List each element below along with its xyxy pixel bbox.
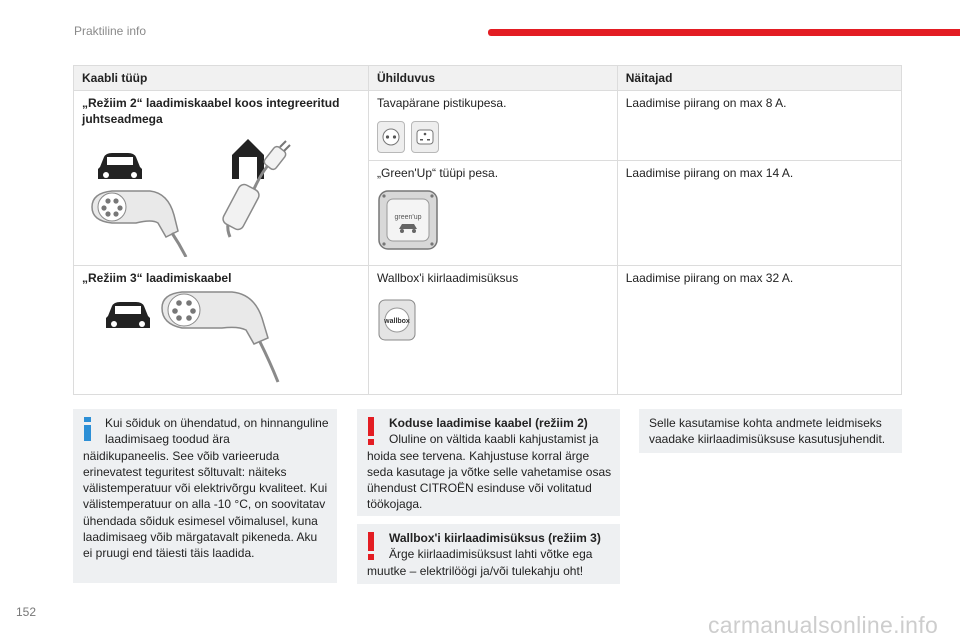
greenup-logo-text: green'up	[394, 213, 422, 221]
note-text: Selle kasutamise kohta andmete leidmiseks vaadake kiirlaadimisüksuse kasutusjuhendit.	[649, 416, 886, 447]
header-accent-bar	[488, 29, 960, 36]
cable-table	[73, 65, 902, 395]
warning-box-wallbox	[357, 524, 620, 584]
info-text-first: Kui sõiduk on ühendatud, on hinnanguline laadimisaeg toodud ära	[105, 416, 329, 447]
column-header-cable-type: Kaabli tüüp	[74, 66, 369, 91]
warning-icon	[367, 417, 375, 445]
compat-wallbox-label: Wallbox'i kiirlaadimisüksus	[377, 271, 519, 285]
greenup-socket-icon	[377, 189, 439, 251]
house-icon	[232, 139, 264, 179]
car-icon	[106, 302, 150, 328]
page-number: 152	[16, 605, 37, 619]
column-header-specs: Näitajad	[617, 66, 901, 91]
spec-32a-label: Laadimise piirang on max 32 A.	[625, 271, 794, 285]
cell-spec-32a	[617, 266, 901, 395]
spec-14a-label: Laadimise piirang on max 14 A.	[625, 165, 794, 180]
warning1-text-first: Oluline on vältida kaabli kahjustamist ja	[389, 432, 599, 447]
info-text-rest: näidikupaneelis. See võib varieeruda erinevatest teguritest sõltuvalt: näiteks välistemperatuur või elektrivõrgu kvaliteet. Kui välistemperatuur on alla -10 °C, on soovitatav ühendada sõiduk esimesel võimalusel, kuna laadimisaeg võib märgatavalt pikeneda. Aku ei pruugi end täiesti täis laadida.	[83, 448, 328, 561]
mode2-illustration	[82, 127, 340, 257]
column-header-compatibility: Ühilduvus	[369, 66, 618, 91]
cell-spec-8a	[617, 91, 901, 161]
note-box	[639, 409, 902, 453]
charging-plug-icon	[92, 191, 186, 257]
wallbox-logo-text: wallbox	[384, 318, 410, 325]
table-row	[74, 91, 902, 161]
charging-plug-icon	[162, 292, 278, 382]
compat-greenup-label: „Green'Up“ tüüpi pesa.	[377, 165, 499, 180]
header-section-label: Praktiline info	[74, 24, 147, 38]
cell-compat-wallbox	[369, 266, 618, 395]
standard-socket-icon	[377, 121, 405, 153]
warning-icon	[367, 532, 375, 560]
warning2-title: Wallbox'i kiirlaadimisüksus (režiim 3)	[389, 531, 601, 545]
cell-spec-14a	[617, 160, 901, 265]
warning-box-home-cable	[357, 409, 620, 516]
cell-cable-mode3	[74, 266, 369, 395]
watermark: carmanualsonline.info	[708, 612, 939, 638]
info-icon	[83, 417, 93, 441]
cable-mode3-label: „Režiim 3“ laadimiskaabel	[82, 271, 232, 285]
wallbox-icon	[377, 298, 417, 342]
table-row	[74, 266, 902, 395]
info-box	[73, 409, 337, 583]
warning1-text-rest: hoida see tervena. Kahjustuse korral ärge seda kasutage ja võtke selle vahetamise osas ühendust CITROËN esinduse või volitatud töökojaga.	[367, 448, 612, 512]
cell-compat-standard	[369, 91, 618, 161]
warning2-text-rest: muutke – elektrilöögi ja/või tulekahju oht!	[367, 563, 584, 578]
spec-8a-label: Laadimise piirang on max 8 A.	[625, 96, 787, 110]
warning2-text-first: Ärge kiirlaadimisüksust lahti võtke ega	[389, 547, 593, 562]
mode3-illustration	[82, 286, 340, 386]
table-header-row	[74, 66, 902, 91]
cell-cable-mode2	[74, 91, 369, 266]
standard-socket-alt-icon	[411, 121, 439, 153]
cell-compat-greenup	[369, 160, 618, 265]
compat-standard-label: Tavapärane pistikupesa.	[377, 96, 507, 110]
car-icon	[98, 153, 142, 179]
warning1-title: Koduse laadimise kaabel (režiim 2)	[389, 416, 588, 430]
cable-mode2-label: „Režiim 2“ laadimiskaabel koos integreeritud juhtseadmega	[82, 96, 340, 126]
